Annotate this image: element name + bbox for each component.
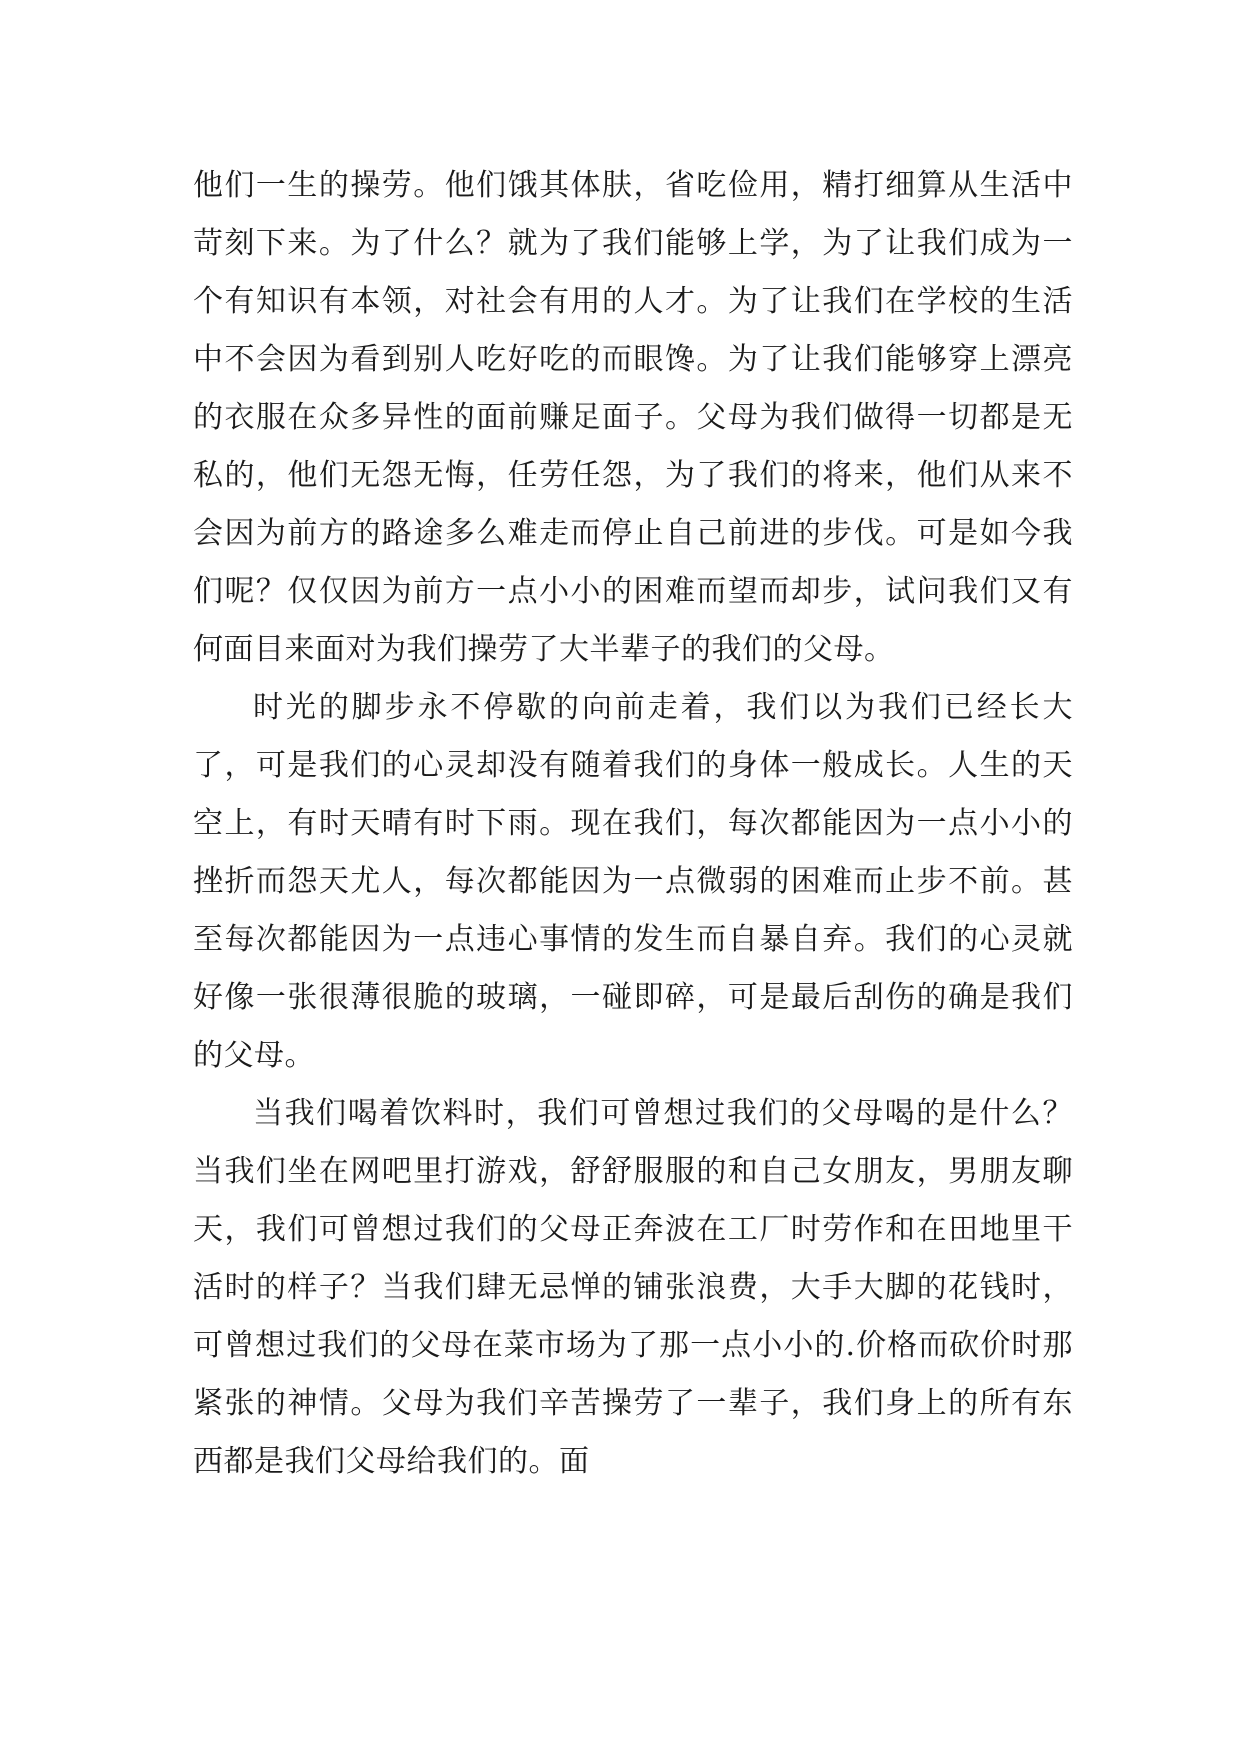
paragraph-1: 他们一生的操劳。他们饿其体肤，省吃俭用，精打细算从生活中苛刻下来。为了什么？就为了我们能够上学，为了让我们成为一个有知识有本领，对社会有用的人才。为了让我们在学校的生活中不会因为看到别人吃好吃的而眼馋。为了让我们能够穿上漂亮的衣服在众多异性的面前赚足面子。父母为我们做得一切都是无私的，他们无怨无悔，任劳任怨，为了我们的将来，他们从来不会因为前方的路途多么难走而停止自己前进的步伐。可是如今我们呢？仅仅因为前方一点小小的困难而望而却步，试问我们又有何面目来面对为我们操劳了大半辈子的我们的父母。 — [193, 168, 1073, 667]
document-body — [193, 157, 1073, 1491]
paragraph-2: 时光的脚步永不停歇的向前走着，我们以为我们已经长大了，可是我们的心灵却没有随着我们的身体一般成长。人生的天空上，有时天晴有时下雨。现在我们，每次都能因为一点小小的挫折而怨天尤人，每次都能因为一点微弱的困难而止步不前。甚至每次都能因为一点违心事情的发生而自暴自弃。我们的心灵就好像一张很薄很脆的玻璃，一碰即碎，可是最后刮伤的确是我们的父母。 — [193, 690, 1073, 1073]
paragraph-3: 当我们喝着饮料时，我们可曾想过我们的父母喝的是什么？当我们坐在网吧里打游戏，舒舒服服的和自己女朋友，男朋友聊天，我们可曾想过我们的父母正奔波在工厂时劳作和在田地里干活时的样子？当我们肆无忌惮的铺张浪费，大手大脚的花钱时，可曾想过我们的父母在菜市场为了那一点小小的.价格而砍价时那紧张的神情。父母为我们辛苦操劳了一辈子，我们身上的所有东西都是我们父母给我们的。面 — [193, 1096, 1073, 1479]
